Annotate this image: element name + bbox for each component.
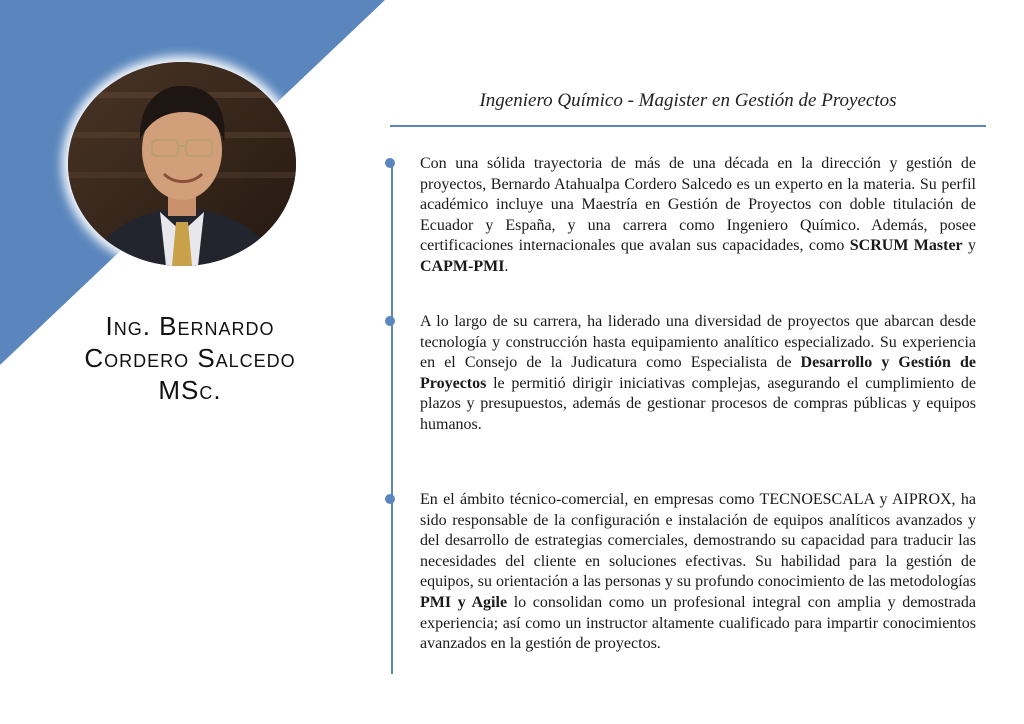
paragraph-1-bold-1: SCRUM Master (849, 237, 963, 255)
paragraph-3-bold-1: PMI y Agile (420, 593, 508, 611)
paragraph-1-text-a: Con una sólida trayectoria de más de una década en la dirección y gestión de proyectos, Bernardo Atahualpa Cordero Salcedo es un experto en la materia. Su perfil académico incluye una Maestría en Gestión de Proyectos con doble titulación de Ecuador y España, y una carrera como Ingeniero Químico. Además, posee certificaciones internacionales que avalan sus capacidades, como (420, 155, 976, 255)
paragraph-3-text-a: En el ámbito técnico-comercial, en empresas como TECNOESCALA y AIPROX, ha sido responsable de la configuración e instalación de equipos analíticos avanzados y del desarrollo de estrategias comerciales, demostrando su capacidad para traducir las necesidades del cliente en soluciones efectivas. Su habilidad para la gestión de equipos, su orientación a las personas y su profundo conocimiento de las metodologías (420, 491, 976, 591)
header-divider (390, 125, 986, 127)
paragraph-1 (420, 154, 976, 278)
person-name (40, 310, 340, 406)
paragraph-3-text-c: lo consolidan como un profesional integral con amplia y demostrada experiencia; así como un instructor altamente cualificado para impartir conocimientos avanzados en la gestión de proyectos. (420, 593, 976, 653)
paragraph-2-bold-1: Desarrollo y Gestión de Proyectos (420, 354, 976, 392)
name-line-1: Ing. Bernardo (105, 311, 275, 341)
profile-photo (68, 62, 296, 266)
timeline-line (391, 160, 393, 674)
paragraph-1-bold-2: CAPM-PMI (420, 257, 505, 275)
timeline-bullet-1 (385, 158, 395, 168)
name-line-2: Cordero Salcedo (84, 343, 296, 373)
paragraph-1-text-d: . (504, 257, 509, 275)
name-line-3: MSc. (158, 375, 222, 405)
profile-subtitle: Ingeniero Químico - Magister en Gestión de Proyectos (479, 90, 897, 111)
timeline-bullet-3 (385, 494, 395, 504)
portrait-image (68, 62, 296, 266)
paragraph-2-text-a: A lo largo de su carrera, ha liderado una diversidad de proyectos que abarcan desde tecnología y construcción hasta equipamiento analítico especializado. Su experiencia en el Consejo de la Judicatura como Especialista de (420, 313, 976, 372)
paragraph-2 (420, 312, 976, 436)
timeline-bullet-2 (385, 316, 395, 326)
paragraph-3 (420, 490, 976, 655)
paragraph-2-text-c: le permitió dirigir iniciativas complejas, asegurando el cumplimiento de plazos y presupuestos, además de gestionar procesos de compras públicas y equipos humanos. (420, 374, 976, 433)
paragraph-1-text-c: y (962, 237, 977, 255)
